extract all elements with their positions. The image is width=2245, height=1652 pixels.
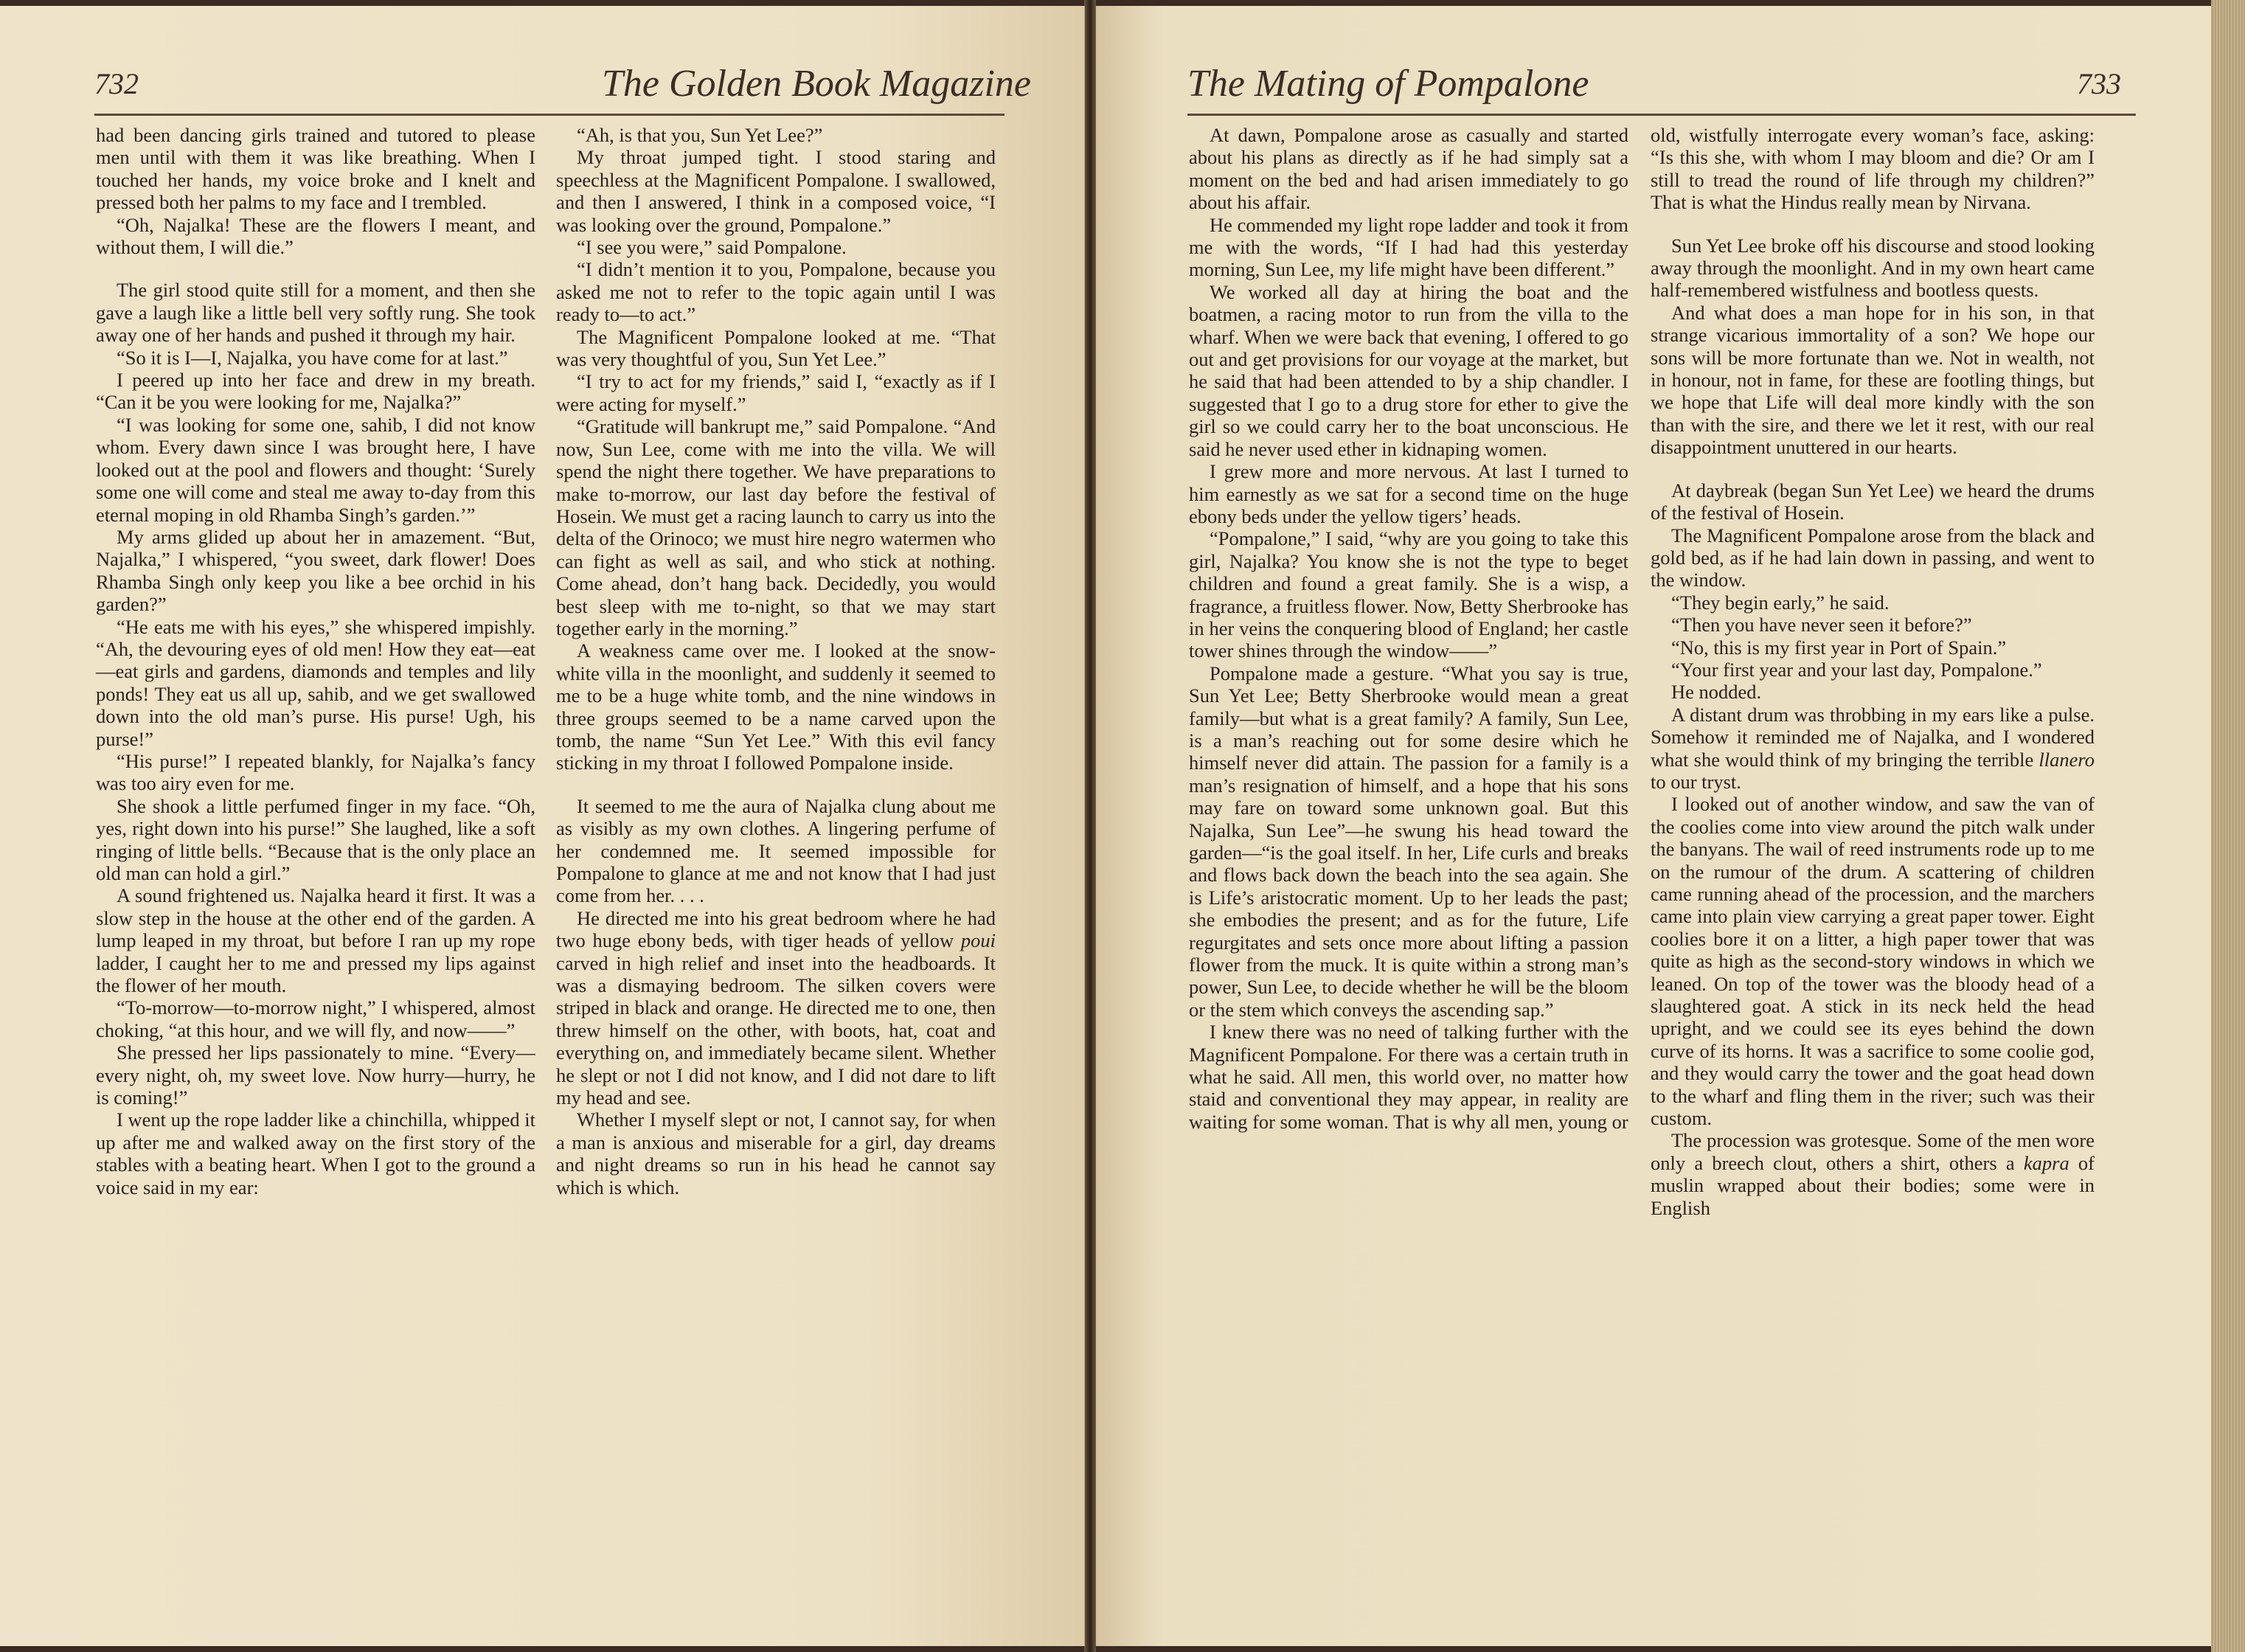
paragraph: We worked all day at hiring the boat and the boatmen, a racing motor to run from the villa to the wharf. When we were back that evening, I offered to go out and get provisions for our voyage at the market, but he said that had been attended to by a ship chandler. I suggested that I go to a drug store for ether to give the girl so we could carry her to the boat unconscious. He said he never used ether in kidnaping women.: [1189, 280, 1628, 460]
paragraph: had been dancing girls trained and tutored to please men until with them it was like breathing. When I touched her hands, my voice broke and I knelt and pressed both her palms to my face and I trembled.: [96, 124, 535, 214]
paragraph: The girl stood quite still for a moment, and then she gave a laugh like a little bell very softly rung. She took away one of her hands and pushed it through my hair.: [96, 279, 535, 347]
paragraph: He directed me into his great bedroom where he had two huge ebony beds, with tiger heads of yellow poui carved in high relief and inset into the headboards. It was a dismaying bedroom. The silken covers were striped in black and orange. He directed me to one, then threw himself on the other, with boots, hat, coat and everything on, and immediately became silent. Whether he slept or not I did not know, and I did not dare to lift my head and see.: [556, 906, 996, 1109]
paragraph: At dawn, Pompalone arose as casually and started about his plans as directly as if he had simply sat a moment on the bed and had arisen immediately to go about his affair.: [1189, 124, 1628, 214]
paragraph: I looked out of another window, and saw the van of the coolies come into view around the pitch walk under the banyans. The wail of reed instruments rode up to me on the rumour of the drum. A scattering of children came running ahead of the procession, and the marchers came into plain view carrying a great paper tower. Eight coolies bore it on a litter, a high paper tower that was quite as high as the second-story windows in which we leaned. On top of the tower was the bloody head of a slaughtered goat. A stick in its neck held the head upright, and we could see its eyes behind the down curve of its horns. It was a sacrifice to some coolie god, and they would carry the tower and the goat head down to the wharf and fling them in the river; such was their custom.: [1651, 793, 2095, 1130]
paragraph: “He eats me with his eyes,” she whispered impishly. “Ah, the devouring eyes of old men! How they eat—eat—eat girls and gardens, diamonds and temples and lily ponds! They eat us all up, sahib, and we get swallowed down into the old man’s purse. His purse! Ugh, his purse!”: [96, 615, 535, 750]
paragraph: A sound frightened us. Najalka heard it first. It was a slow step in the house at the other end of the garden. A lump leaped in my throat, but before I ran up my rope ladder, I caught her to me and pressed my lips against the flower of her mouth.: [96, 884, 535, 997]
paragraph: I knew there was no need of talking further with the Magnificent Pompalone. For there was a certain truth in what he said. All men, this world over, no matter how staid and conventional they may appear, in reality are waiting for some woman. That is why all men, young or: [1189, 1021, 1628, 1133]
paragraph: “To-morrow—to-morrow night,” I whispered, almost choking, “at this hour, and we will fly, and now——”: [96, 996, 535, 1041]
paragraph: I went up the rope ladder like a chinchilla, whipped it up after me and walked away on the first story of the stables with a beating heart. When I got to the ground a voice said in my ear:: [96, 1108, 535, 1198]
paragraph: “No, this is my first year in Port of Spain.”: [1671, 636, 2007, 659]
paragraph: At daybreak (began Sun Yet Lee) we heard the drums of the festival of Hosein.: [1651, 479, 2095, 524]
paragraph: “They begin early,” he said.: [1671, 591, 1890, 614]
running-head-magazine: The Golden Book Magazine: [602, 63, 1032, 105]
paragraph: It seemed to me the aura of Najalka clung about me as visibly as my own clothes. A lingering perfume of her condemned me. It seemed impossible for Pompalone to glance at me and not know that I had just come from her. . . .: [556, 794, 996, 907]
header-rule-left: [94, 114, 1004, 116]
paragraph: And what does a man hope for in his son, in that strange vicarious immortality of a son? We hope our sons will be more fortunate than we. Not in wealth, not in honour, not in fame, for these are footling things, but we hope that Life will deal more kindly with the son than with the sire, and there we let it rest, with our real disappointment unuttered in our hearts.: [1651, 301, 2095, 459]
paragraph: “I didn’t mention it to you, Pompalone, because you asked me not to refer to the topic again until I was ready to—to act.”: [556, 258, 996, 326]
left-page-column-1: [96, 124, 535, 1198]
paragraph: “So it is I—I, Najalka, you have come for at last.”: [117, 346, 508, 369]
paragraph: My arms glided up about her in amazement. “But, Najalka,” I whispered, “you sweet, dark flower! Does Rhamba Singh only keep you like a bee orchid in his garden?”: [96, 525, 535, 616]
paragraph: The procession was grotesque. Some of the men wore only a breech clout, others a shirt, others a kapra of muslin wrapped about their bodies; some were in English: [1651, 1129, 2095, 1219]
paragraph: Whether I myself slept or not, I cannot say, for when a man is anxious and miserable for a girl, day dreams and night dreams so run in his head he cannot say which is which.: [556, 1108, 996, 1198]
paragraph: She pressed her lips passionately to mine. “Every—every night, oh, my sweet love. Now hurry—hurry, he is coming!”: [96, 1041, 535, 1109]
paragraph: He nodded.: [1671, 681, 1762, 704]
paragraph: “Oh, Najalka! These are the flowers I meant, and without them, I will die.”: [96, 213, 535, 259]
paragraph: I peered up into her face and drew in my breath. “Can it be you were looking for me, Najalka?”: [96, 369, 535, 414]
paragraph: “I see you were,” said Pompalone.: [577, 236, 847, 259]
left-page-column-2: [556, 124, 996, 1198]
paragraph: A weakness came over me. I looked at the snow-white villa in the moonlight, and suddenly it seemed to me to be a huge white tomb, and the nine windows in three groups seemed to be a name carved upon the tomb, the name “Sun Yet Lee.” With this evil fancy sticking in my throat I followed Pompalone inside.: [556, 639, 996, 774]
paragraph: He commended my light rope ladder and took it from me with the words, “If I had had this yesterday morning, Sun Lee, my life might have been different.”: [1189, 213, 1628, 281]
paragraph: “Ah, is that you, Sun Yet Lee?”: [577, 124, 823, 146]
paragraph: “His purse!” I repeated blankly, for Najalka’s fancy was too airy even for me.: [96, 749, 535, 795]
paragraph: She shook a little perfumed finger in my face. “Oh, yes, right down into his purse!” She laughed, like a soft ringing of little bells. “Because that is the only place an old man can hold a girl.”: [96, 794, 535, 884]
book-gutter: [1084, 0, 1096, 1652]
paragraph: The Magnificent Pompalone arose from the black and gold bed, as if he had lain down in passing, and went to the window.: [1651, 524, 2095, 591]
paragraph: Sun Yet Lee broke off his discourse and stood looking away through the moonlight. And in my own heart came half-remembered wistfulness and bootless quests.: [1651, 234, 2095, 302]
right-page-column-1: [1189, 124, 1628, 1133]
right-page-column-2: [1651, 124, 2095, 1219]
page-edges: [2211, 0, 2245, 1652]
running-head-story-title: The Mating of Pompalone: [1187, 63, 1589, 105]
paragraph: “I try to act for my friends,” said I, “exactly as if I were acting for myself.”: [556, 370, 996, 415]
right-page: [1096, 6, 2211, 1646]
paragraph: “Pompalone,” I said, “why are you going to take this girl, Najalka? You know she is not the type to beget children and found a great family. She is a wisp, a fragrance, a fruitless flower. Now, Betty Sherbrooke has in her veins the conquering blood of England; her castle tower shines through the window——”: [1189, 527, 1628, 662]
paragraph: “Your first year and your last day, Pompalone.”: [1671, 658, 2042, 681]
paragraph: “I was looking for some one, sahib, I did not know whom. Every dawn since I was brought here, I have looked out at the pool and flowers and thought: ‘Surely some one will come and steal me away to-day from this eternal moping in old Rhamba Singh’s garden.’”: [96, 413, 535, 526]
paragraph: Pompalone made a gesture. “What you say is true, Sun Yet Lee; Betty Sherbrooke would mean a great family—but what is a great family? A family, Sun Lee, is a man’s reaching out for some desire which he himself never did attain. The passion for a family is a man’s resignation of himself, and a hope that his sons may fare on toward some unknown goal. But this Najalka, Sun Lee”—he swung his head toward the garden—“is the goal itself. In her, Life curls and breaks and flows back down the beach into the sea again. She is Life’s aristocratic moment. Up to her leads the past; she embodies the present; and as for the future, Life regurgitates and sets once more about lifting a passion flower from the muck. It is quite within a strong man’s power, Sun Lee, to decide whether he will be the bloom or the stem which conveys the ascending sap.”: [1189, 662, 1628, 1021]
page-number-left: 732: [94, 67, 139, 100]
paragraph: old, wistfully interrogate every woman’s face, asking: “Is this she, with whom I may bloom and die? Or am I still to tread the round of life through my children?” That is what the Hindus really mean by Nirvana.: [1651, 124, 2095, 214]
page-number-right: 733: [2077, 67, 2121, 100]
paragraph: My throat jumped tight. I stood staring and speechless at the Magnificent Pompalone. I swallowed, and then I answered, I think in a composed voice, “I was looking over the ground, Pompalone.”: [556, 146, 996, 236]
header-rule-right: [1187, 114, 2136, 116]
paragraph: “Gratitude will bankrupt me,” said Pompalone. “And now, Sun Lee, come with me into the villa. We will spend the night there together. We have preparations to make to-morrow, our last day before the festival of Hosein. We must get a racing launch to carry us into the delta of the Orinoco; we must hire negro watermen who can fight as well as sail, and who stick at nothing. Come ahead, don’t hang back. Decidedly, you would best sleep with me to-night, so that we may start together early in the morning.”: [556, 415, 996, 639]
paragraph: “Then you have never seen it before?”: [1671, 614, 1972, 636]
paragraph: The Magnificent Pompalone looked at me. “That was very thoughtful of you, Sun Yet Lee.”: [556, 325, 996, 371]
left-page: [0, 6, 1085, 1646]
paragraph: I grew more and more nervous. At last I turned to him earnestly as we sat for a second time on the huge ebony beds under the yellow tigers’ heads.: [1189, 460, 1628, 527]
paragraph: A distant drum was throbbing in my ears like a pulse. Somehow it reminded me of Najalka, and I wondered what she would think of my bringing the terrible llanero to our tryst.: [1651, 703, 2095, 793]
